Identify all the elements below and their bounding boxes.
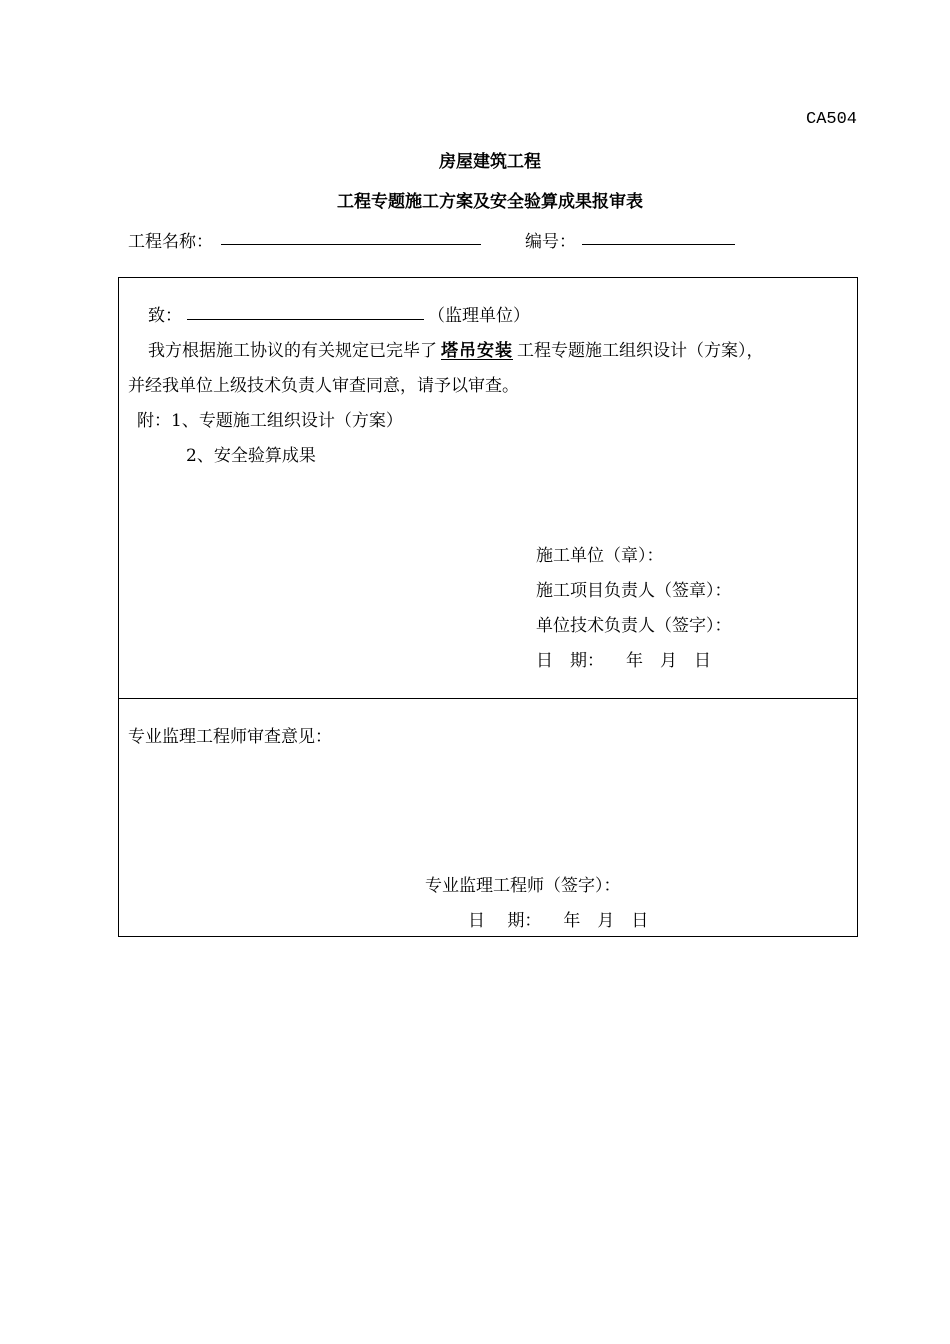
number-label: 编号： bbox=[525, 232, 576, 252]
recipient-label: 致： bbox=[148, 306, 182, 326]
recipient-field[interactable] bbox=[187, 319, 424, 320]
date-label: 日 期： bbox=[536, 651, 604, 671]
declaration-suffix: 工程专题施工组织设计（方案）， bbox=[517, 341, 764, 361]
form-subtitle: 工程专题施工方案及安全验算成果报审表 bbox=[337, 192, 643, 212]
project-item-fill: 塔吊安装 bbox=[441, 341, 513, 361]
declaration-prefix: 我方根据施工协议的有关规定已完毕了 bbox=[148, 341, 437, 361]
date-units: 年 月 日 bbox=[563, 911, 649, 931]
date-units: 年 月 日 bbox=[626, 651, 711, 671]
form-code: CA504 bbox=[806, 110, 858, 129]
review-date bbox=[468, 906, 648, 931]
section-divider bbox=[118, 698, 858, 699]
contractor-date bbox=[536, 646, 711, 671]
review-opinion-label: 专业监理工程师审查意见： bbox=[128, 727, 332, 747]
project-manager-sign-label: 施工项目负责人（签章）： bbox=[536, 581, 732, 601]
contractor-seal-label: 施工单位（章）： bbox=[536, 546, 664, 566]
tech-lead-sign-label: 单位技术负责人（签字）： bbox=[536, 616, 732, 636]
project-name-label: 工程名称： bbox=[128, 232, 213, 252]
attachment-item-2: 2、安全验算成果 bbox=[186, 446, 316, 466]
project-name-field[interactable] bbox=[221, 244, 481, 245]
number-field[interactable] bbox=[582, 244, 735, 245]
recipient-suffix: （监理单位） bbox=[428, 306, 530, 326]
declaration-line-2: 并经我单位上级技术负责人审查同意，请予以审查。 bbox=[128, 376, 519, 396]
attachment-item-1: 附：1、专题施工组织设计（方案） bbox=[137, 411, 403, 431]
engineer-sign-label: 专业监理工程师（签字）： bbox=[425, 876, 621, 896]
document-title: 房屋建筑工程 bbox=[439, 152, 541, 172]
date-label: 日 期： bbox=[468, 911, 542, 931]
declaration-line-1 bbox=[148, 336, 764, 361]
